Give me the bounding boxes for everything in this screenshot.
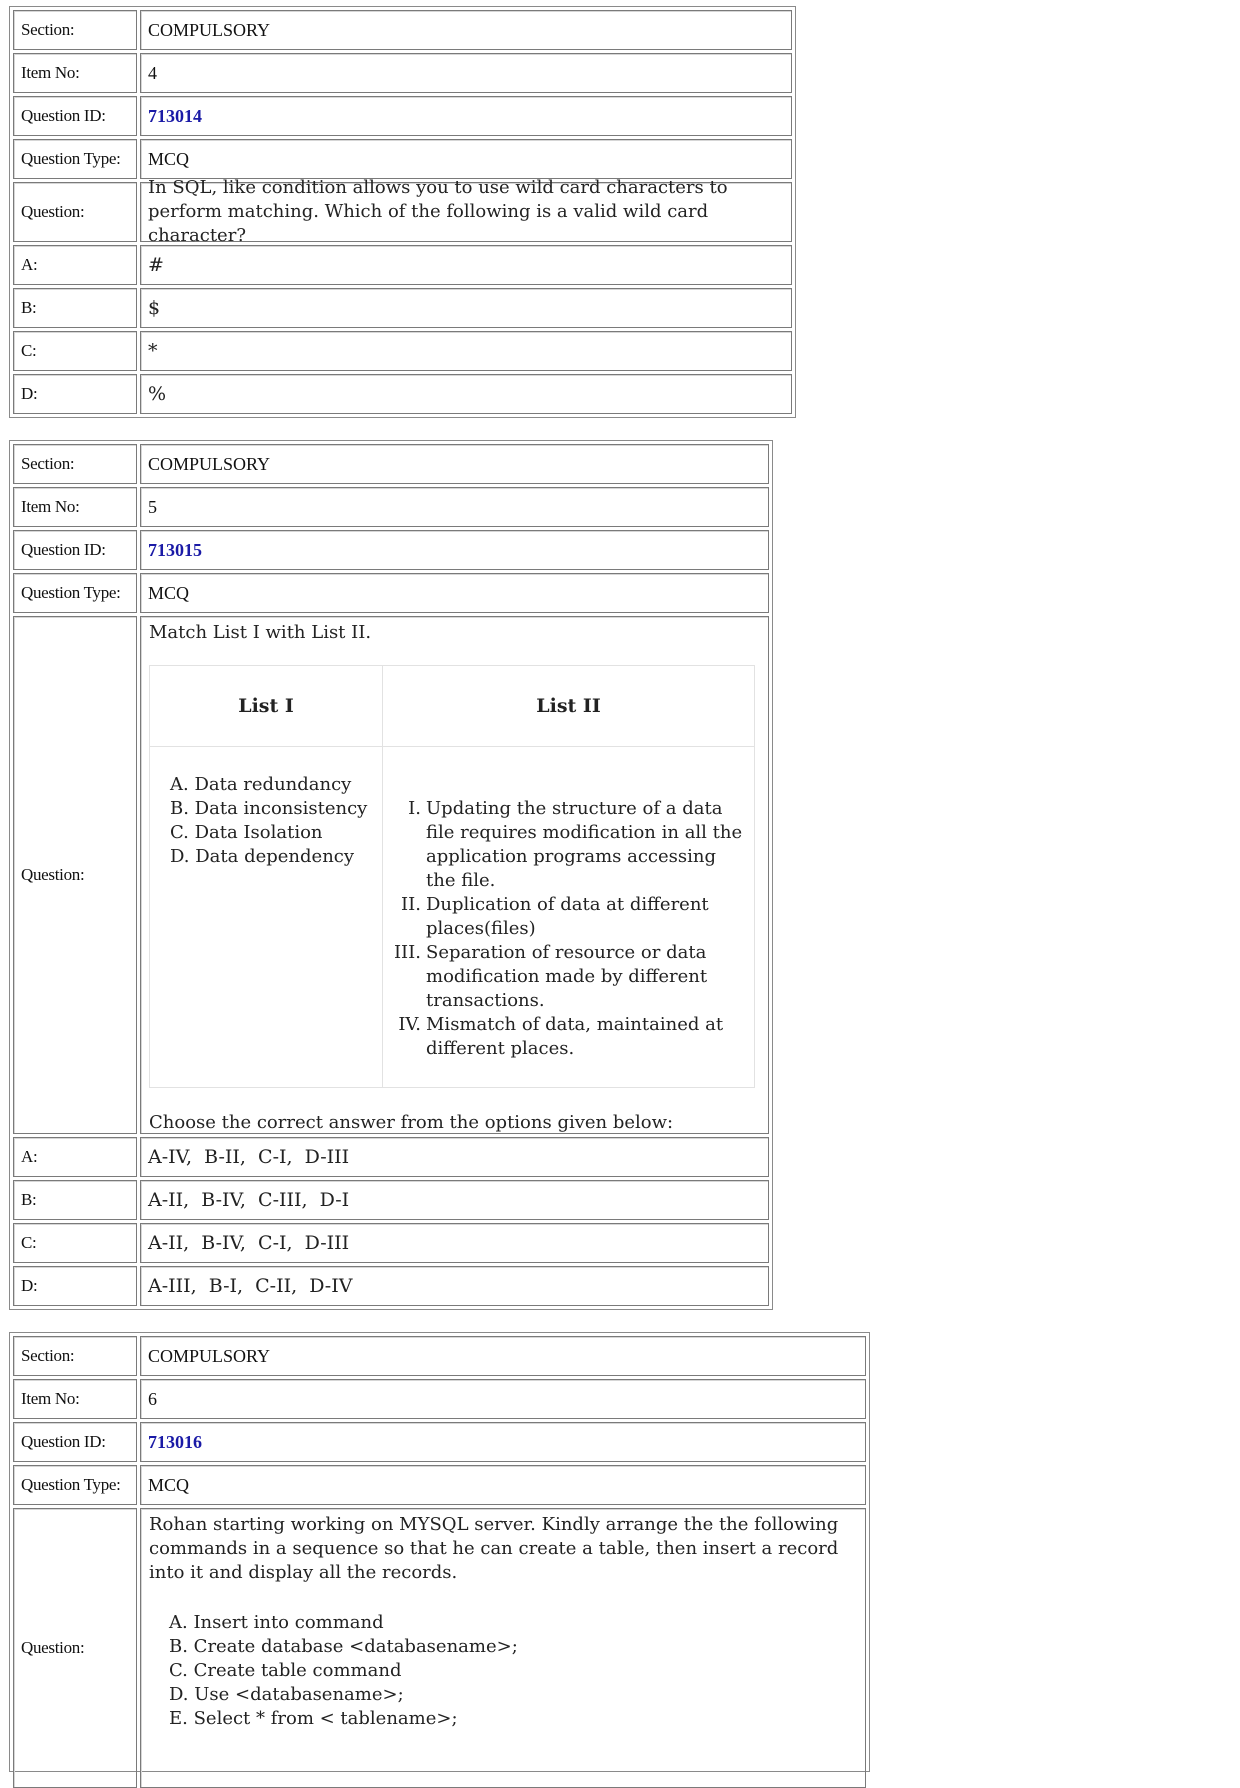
section-label: Section: <box>13 1336 137 1376</box>
option-d-row <box>13 1266 769 1306</box>
question-id-value <box>140 96 792 136</box>
option-b-value: A-II, B-IV, C-III, D-I <box>140 1180 769 1220</box>
section-row <box>13 10 792 50</box>
option-a-label: A: <box>13 245 137 285</box>
question-id-label: Question ID: <box>13 530 137 570</box>
option-c-row <box>13 331 792 371</box>
option-c-label: C: <box>13 1223 137 1263</box>
command-list <box>149 1611 857 1731</box>
option-b-label: B: <box>13 1180 137 1220</box>
item-no-label: Item No: <box>13 1379 137 1419</box>
question-content <box>140 1508 866 1788</box>
question-id-label: Question ID: <box>13 96 137 136</box>
question-id-link[interactable]: 713016 <box>148 1431 202 1452</box>
list-ii-number: I. <box>408 798 421 819</box>
question-type-row <box>13 139 792 179</box>
item-no-value: 4 <box>140 53 792 93</box>
list-ii-text: Duplication of data at different places(files) <box>426 894 709 939</box>
list-ii-header: List II <box>383 666 755 747</box>
question-id-row <box>13 96 792 136</box>
list-ii-number: II. <box>401 894 421 915</box>
option-c-label: C: <box>13 331 137 371</box>
list-i-item: D. Data dependency <box>170 846 355 867</box>
section-value: COMPULSORY <box>140 1336 866 1376</box>
question-label: Question: <box>13 616 137 1134</box>
item-no-row <box>13 487 769 527</box>
command-item: E. Select * from < tablename>; <box>169 1708 458 1729</box>
question-text: In SQL, like condition allows you to use wild card characters to perform matching. Which of the following is a valid wild card character? <box>140 182 792 242</box>
list-i-item: A. Data redundancy <box>170 774 352 795</box>
option-b-value: $ <box>140 288 792 328</box>
list-i-item: C. Data Isolation <box>170 822 323 843</box>
section-value: COMPULSORY <box>140 10 792 50</box>
option-d-row <box>13 374 792 414</box>
question-type-label: Question Type: <box>13 139 137 179</box>
section-row <box>13 1336 866 1376</box>
option-a-label: A: <box>13 1137 137 1177</box>
option-d-value: A-III, B-I, C-II, D-IV <box>140 1266 769 1306</box>
option-a-value: # <box>140 245 792 285</box>
question-row <box>13 1508 866 1788</box>
list-ii-item <box>383 797 750 893</box>
question-block-5 <box>9 440 773 1310</box>
question-type-label: Question Type: <box>13 573 137 613</box>
match-table-body-row <box>150 747 755 1088</box>
section-label: Section: <box>13 10 137 50</box>
list-ii-number: III. <box>393 942 421 963</box>
list-ii-cell <box>383 747 755 1088</box>
option-c-value: A-II, B-IV, C-I, D-III <box>140 1223 769 1263</box>
question-id-value <box>140 1422 866 1462</box>
list-ii-item <box>383 893 750 941</box>
match-table-header-row <box>150 666 755 747</box>
question-block-4 <box>9 6 796 418</box>
question-type-label: Question Type: <box>13 1465 137 1505</box>
item-no-label: Item No: <box>13 487 137 527</box>
option-b-label: B: <box>13 288 137 328</box>
question-id-row <box>13 530 769 570</box>
option-c-row <box>13 1223 769 1263</box>
question-type-row <box>13 573 769 613</box>
question-id-label: Question ID: <box>13 1422 137 1462</box>
item-no-row <box>13 53 792 93</box>
question-label: Question: <box>13 1508 137 1788</box>
list-ii-number: IV. <box>398 1014 421 1035</box>
question-id-value <box>140 530 769 570</box>
question-row <box>13 177 792 246</box>
list-ii-text: Updating the structure of a data file requires modification in all the application programs accessing the file. <box>426 798 743 891</box>
question-type-value: MCQ <box>140 1465 866 1505</box>
list-ii-text: Mismatch of data, maintained at different places. <box>426 1014 724 1059</box>
question-text: Rohan starting working on MYSQL server. Kindly arrange the the following commands in a sequence so that he can create a table, then insert a record into it and display all the records. <box>149 1514 839 1583</box>
option-a-row <box>13 1137 769 1177</box>
question-block-6 <box>9 1332 870 1772</box>
item-no-value: 6 <box>140 1379 866 1419</box>
question-id-link[interactable]: 713014 <box>148 105 202 126</box>
question-type-value: MCQ <box>140 573 769 613</box>
item-no-label: Item No: <box>13 53 137 93</box>
option-b-row <box>13 288 792 328</box>
question-row <box>13 616 769 1134</box>
option-b-row <box>13 1180 769 1220</box>
match-table <box>149 665 755 1088</box>
list-ii-item <box>383 941 750 1013</box>
question-content <box>140 616 769 1134</box>
command-item: B. Create database <databasename>; <box>169 1636 518 1657</box>
choose-instruction: Choose the correct answer from the options given below: <box>149 1112 674 1133</box>
item-no-value: 5 <box>140 487 769 527</box>
section-label: Section: <box>13 444 137 484</box>
section-value: COMPULSORY <box>140 444 769 484</box>
list-i-cell <box>150 747 383 1088</box>
list-ii-text: Separation of resource or data modification made by different transactions. <box>426 942 708 1011</box>
option-d-value: % <box>140 374 792 414</box>
question-intro: Match List I with List II. <box>149 622 372 643</box>
list-i-header: List I <box>150 666 383 747</box>
question-type-row <box>13 1465 866 1505</box>
list-ii-item <box>383 1013 750 1061</box>
command-item: D. Use <databasename>; <box>169 1684 404 1705</box>
list-i-item: B. Data inconsistency <box>170 798 368 819</box>
question-label: Question: <box>13 182 137 242</box>
option-d-label: D: <box>13 1266 137 1306</box>
command-item: A. Insert into command <box>169 1612 384 1633</box>
option-a-value: A-IV, B-II, C-I, D-III <box>140 1137 769 1177</box>
section-row <box>13 444 769 484</box>
question-type-value: MCQ <box>140 139 792 179</box>
question-id-link[interactable]: 713015 <box>148 539 202 560</box>
command-item: C. Create table command <box>169 1660 402 1681</box>
option-c-value: * <box>140 331 792 371</box>
item-no-row <box>13 1379 866 1419</box>
option-d-label: D: <box>13 374 137 414</box>
option-a-row <box>13 245 792 285</box>
question-id-row <box>13 1422 866 1462</box>
